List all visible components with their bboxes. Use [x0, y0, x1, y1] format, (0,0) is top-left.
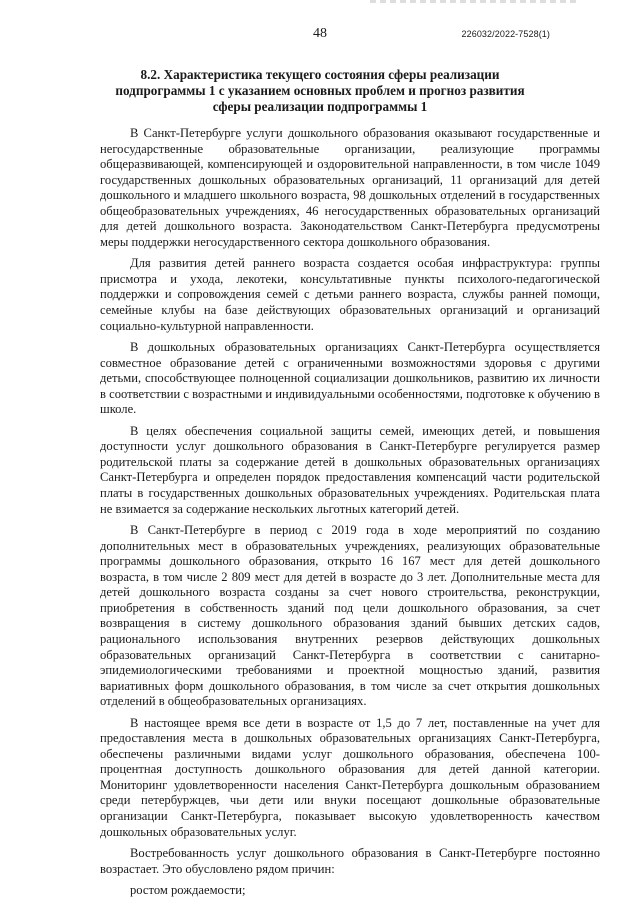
page-number: 48	[313, 26, 327, 41]
paragraph: Для развития детей раннего возраста создается особая инфраструктура: группы присмотра и ухода, лекотеки, консультативные пункты психолого-педагогической поддержки и сопровождения семей с детьми раннего возраста, службы ранней помощи, семейные клубы на базе действующих образовательных организаций и организаций социально-культурной направленности.	[100, 256, 600, 333]
scan-artifact-stripe	[370, 0, 580, 3]
paragraph: В Санкт-Петербурге услуги дошкольного образования оказывают государственные и негосударственные образовательные организации, реализующие программы общеразвивающей, компенсирующей и оздоровительной направленности, в том числе 1049 государственных дошкольных образовательных организаций, 11 организаций для детей дошкольного и младшего школьного возраста, 98 дошкольных отделений в государственных общеобразовательных учреждениях, 46 негосударственных образовательных организаций для детей дошкольного возраста. Законодательством Санкт-Петербурга предусмотрены меры поддержки негосударственного сектора дошкольного образования.	[100, 126, 600, 249]
paragraph: В настоящее время все дети в возрасте от 1,5 до 7 лет, поставленные на учет для предоставления места в дошкольных образовательных организациях Санкт-Петербурга, обеспечены различными видами услуг дошкольного образования, обеспечена 100-процентная доступность дошкольного образования для детей данной категории. Мониторинг удовлетворенности населения Санкт-Петербурга дошкольным образованием среди петербуржцев, чьи дети или внуки посещают дошкольные образовательные организации Санкт-Петербурга, показывает высокую удовлетворенность качеством дошкольных образовательных услуг.	[100, 715, 600, 839]
paragraph: В Санкт-Петербурге в период с 2019 года в ходе мероприятий по созданию дополнительных мест в образовательных учреждениях, реализующих образовательные программы дошкольного образования, открыто 16 167 мест для детей дошкольного возраста, в том числе 2 809 мест для детей в возрасте до 3 лет. Дополнительные места для детей дошкольного возраста созданы за счет нового строительства, реконструкции, приобретения в собственность зданий под цели дошкольного образования, за счет возвращения в систему дошкольного образования зданий бывших детских садов, рационального использования внутренних резервов действующих дошкольных образовательных организаций Санкт-Петербурга в соответствии с санитарно-эпидемиологическими требованиями и проектной мощностью зданий, развития вариативных форм дошкольного образования, в том числе за счет открытия дошкольных отделений в общеобразовательных организациях.	[100, 523, 600, 709]
paragraph: В целях обеспечения социальной защиты семей, имеющих детей, и повышения доступности услуг дошкольного образования в Санкт-Петербурге регулируется размер родительской платы за содержание детей в дошкольных образовательных организациях Санкт-Петербурга и определен порядок предоставления компенсаций части родительской платы в государственных дошкольных образовательных учреждениях. Родительская плата не взимается за содержание нескольких льготных категорий детей.	[100, 423, 600, 516]
document-code: 226032/2022-7528(1)	[461, 29, 550, 39]
paragraph: Востребованность услуг дошкольного образования в Санкт-Петербурге постоянно возрастает. Это обусловлено рядом причин:	[100, 846, 600, 876]
list-item: ростом рождаемости;	[130, 883, 246, 898]
document-body	[100, 126, 600, 905]
section-heading: 8.2. Характеристика текущего состояния сферы реализации подпрограммы 1 с указанием основных проблем и прогноз развития сферы реализации подпрограммы 1	[115, 67, 525, 114]
paragraph: В дошкольных образовательных организациях Санкт-Петербурга осуществляется совместное образование детей с ограниченными возможностями здоровья с другими детьми, способствующее полноценной социализации дошкольников, развитию их личности в соответствии с возрастными и индивидуальными особенностями, подготовке к обучению в школе.	[100, 340, 600, 417]
